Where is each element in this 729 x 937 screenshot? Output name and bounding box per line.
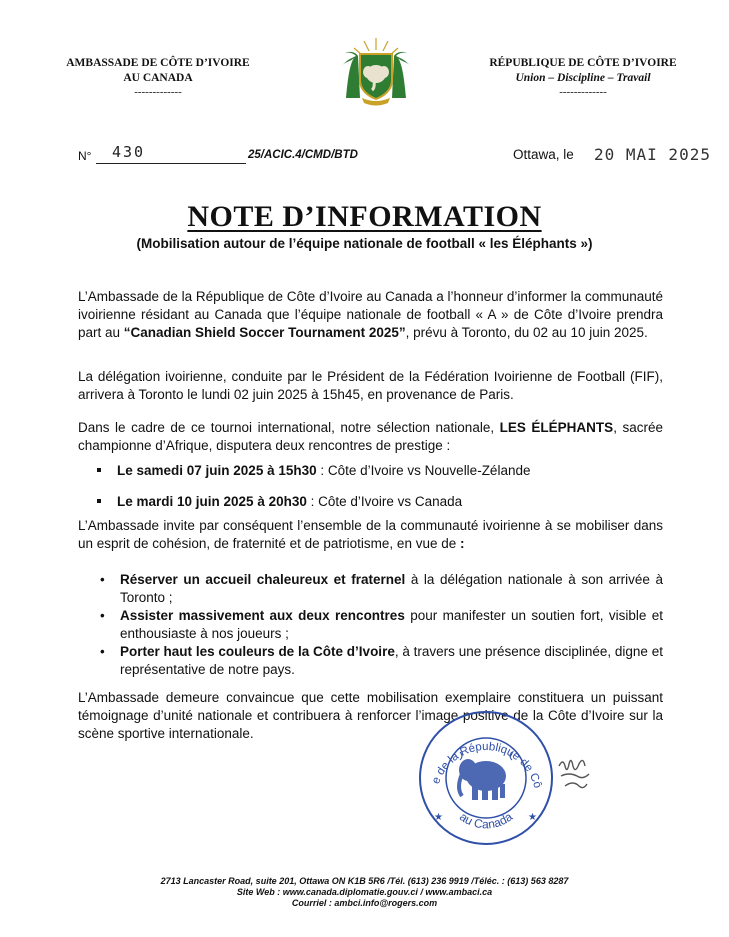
paragraph-matches-intro: [78, 419, 663, 455]
match-teams: : Côte d’Ivoire vs Canada: [306, 494, 463, 509]
bullet-bold: Réserver un accueil chaleureux et fraternel: [120, 572, 406, 587]
paragraph-intro: [78, 288, 663, 342]
republic-name: RÉPUBLIQUE DE CÔTE D’IVOIRE: [489, 57, 677, 69]
list-item: [100, 643, 663, 679]
footer-website: Site Web : www.canada.diplomatie.gouv.ci / www.ambaci.ca: [236, 887, 493, 897]
paragraph-conclusion: L’Ambassade demeure convaincue que cette mobilisation exemplaire constituera un puissant témoignage d’unité nationale et contribuera à renforcer l’image positive de la Côte d’Ivoire sur la scène sportive internationale.: [78, 690, 663, 741]
intro-text: L’Ambassade de la République de Côte d’Ivoire au Canada a l’honneur d’informer la communauté ivoirienne résidant au Canada que l’équipe nationale de football « A » de Côte d’Ivoire prendra part au: [78, 289, 663, 340]
svg-text:★: ★: [434, 812, 443, 823]
reference-label: N°: [78, 149, 92, 163]
paragraph-delegation: La délégation ivoirienne, conduite par le Président de la Fédération Ivoirienne de Football (FIF), arrivera à Toronto le lundi 02 juin 2025 à 15h45, en provenance de Paris.: [78, 369, 663, 402]
embassy-country: AU CANADA: [123, 72, 193, 84]
bullet-text: , à travers une présence disciplinée, digne et représentative de notre pays.: [120, 644, 663, 677]
stamp-text: e de la République de Cô: [429, 740, 544, 790]
bullet-icon: •: [100, 644, 105, 659]
header-divider: -------------: [559, 86, 607, 98]
list-item: [100, 571, 663, 607]
page-title: [0, 200, 729, 234]
square-bullet-icon: [97, 468, 101, 472]
reference-underline: [96, 163, 246, 164]
list-item: [100, 607, 663, 643]
match-date: Le samedi 07 juin 2025 à 15h30: [117, 463, 317, 478]
match-teams: : Côte d’Ivoire vs Nouvelle-Zélande: [316, 463, 531, 478]
footer-email: Courriel : ambci.info@rogers.com: [291, 898, 438, 908]
tournament-name: “Canadian Shield Soccer Tournament 2025”: [123, 325, 406, 340]
republic-header: [478, 56, 688, 98]
reference-suffix: 25/ACIC.4/CMD/BTD: [248, 149, 358, 161]
svg-text:★: ★: [528, 812, 537, 823]
list-item: [97, 494, 462, 509]
official-stamp: [416, 708, 556, 848]
place-label: Ottawa, le: [513, 147, 574, 162]
bullet-icon: •: [100, 608, 105, 623]
bullet-text: pour manifester un soutien fort, visible et enthousiaste à nos joueurs ;: [120, 608, 663, 641]
square-bullet-icon: [97, 499, 101, 503]
bullet-bold: Porter haut les couleurs de la Côte d’Ivoire: [120, 644, 395, 659]
embassy-name: AMBASSADE DE CÔTE D’IVOIRE: [66, 57, 250, 69]
invitation-text: L’Ambassade invite par conséquent l’ensemble de la communauté ivoirienne à se mobiliser dans un esprit de cohésion, de fraternité et de patriotisme, en vue de: [78, 518, 663, 551]
matches-intro-end: , sacrée championne d’Afrique, disputera deux rencontres de prestige :: [78, 420, 663, 453]
handwritten-number: 430: [112, 143, 146, 161]
date-stamp: 20 MAI 2025: [594, 145, 711, 164]
svg-text:au Canada: [457, 809, 515, 831]
match-date: Le mardi 10 juin 2025 à 20h30: [117, 494, 307, 509]
paragraph-invitation: [78, 517, 663, 553]
intro-text-end: , prévu à Toronto, du 02 au 10 juin 2025.: [405, 325, 648, 340]
page-subtitle: (Mobilisation autour de l’équipe nationale de football « les Éléphants »): [136, 236, 593, 251]
coat-of-arms-icon: [340, 36, 412, 108]
signature-icon: [555, 752, 595, 796]
bullet-bold: Assister massivement aux deux rencontres: [120, 608, 405, 623]
bullet-icon: •: [100, 572, 105, 587]
list-item: [97, 463, 530, 478]
matches-intro-text: Dans le cadre de ce tournoi international, notre sélection nationale,: [78, 420, 500, 435]
title-text: NOTE D’INFORMATION: [187, 200, 542, 233]
invitation-colon: :: [459, 536, 465, 551]
header-divider: -------------: [134, 86, 182, 98]
embassy-header: [58, 56, 258, 98]
team-name: LES ÉLÉPHANTS: [499, 420, 614, 435]
bullet-text: à la délégation nationale à son arrivée à Toronto ;: [120, 572, 663, 605]
republic-motto: Union – Discipline – Travail: [515, 72, 651, 84]
stamp-bottom-text: au Canada: [456, 809, 516, 832]
footer-address: 2713 Lancaster Road, suite 201, Ottawa ON K1B 5R6 /Tél. (613) 236 9919 /Téléc. : (613) 563 8287: [160, 876, 569, 886]
